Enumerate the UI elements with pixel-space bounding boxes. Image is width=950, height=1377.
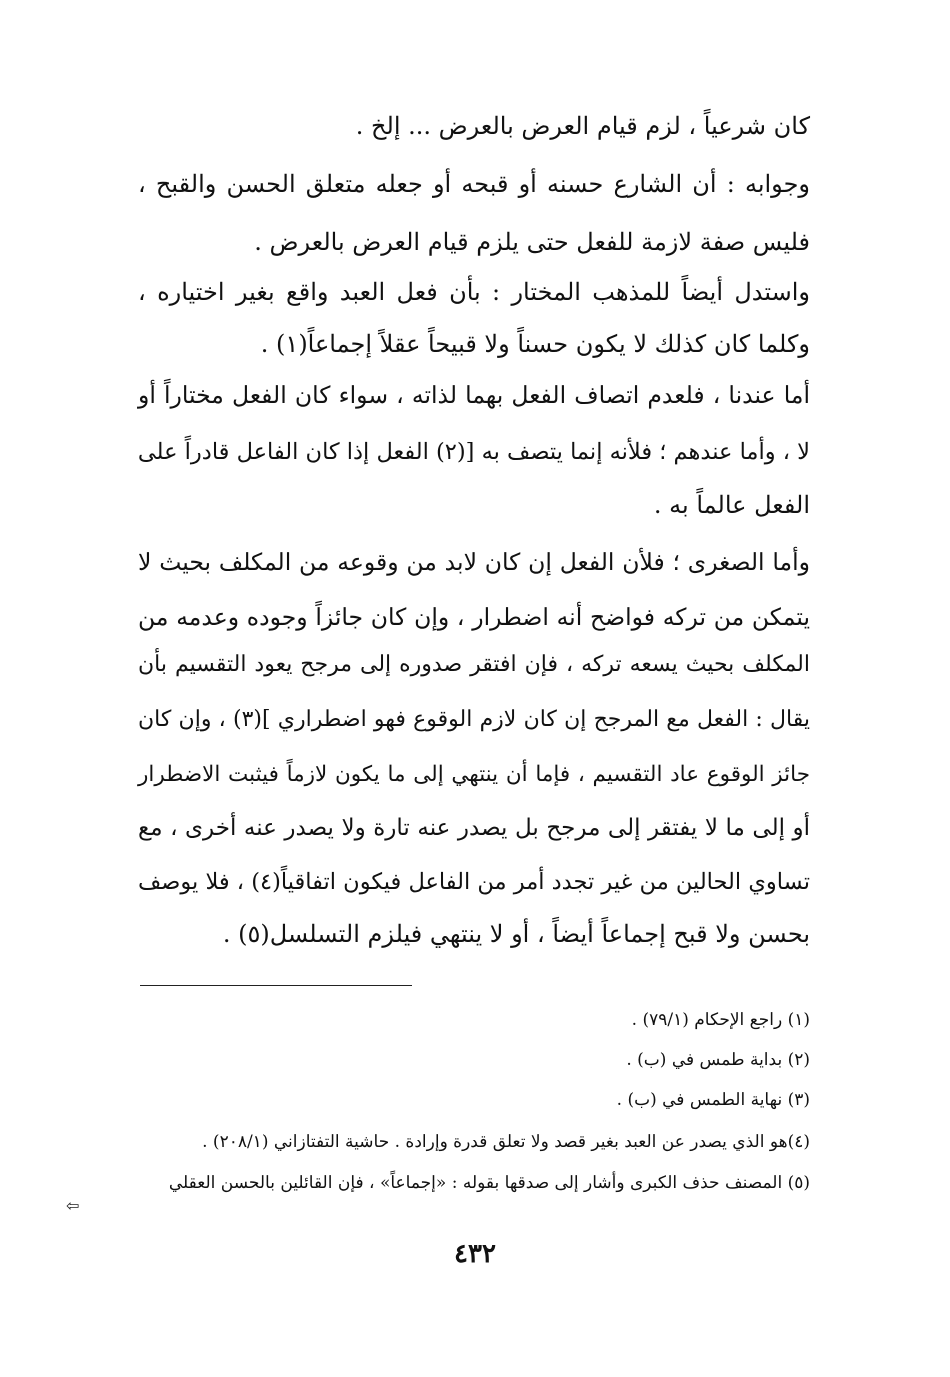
- text-line: الفعل عالماً به .: [653, 491, 810, 519]
- text-line: تساوي الحالين من غير تجدد أمر من الفاعل فيكون اتفاقياً(٤) ، فلا يوصف: [138, 869, 810, 895]
- footnote: (٢) بداية طمس في (ب) .: [626, 1050, 810, 1070]
- text-line: يقال : الفعل مع المرجح إن كان لازم الوقوع فهو اضطراري ](٣) ، وإن كان: [138, 707, 811, 732]
- text-line: يتمكن من تركه فواضح أنه اضطرار ، وإن كان جائزاً وجوده وعدمه من: [138, 603, 810, 631]
- footnote: (٥) المصنف حذف الكبرى وأشار إلى صدقها بقوله : «إجماعاً» ، فإن القائلين بالحسن العقلي: [168, 1173, 810, 1193]
- text-line: واستدل أيضاً للمذهب المختار : بأن فعل العبد واقع بغير اختياره ،: [138, 278, 810, 306]
- text-line: فليس صفة لازمة للفعل حتى يلزم قيام العرض بالعرض .: [254, 228, 810, 256]
- text-line: كان شرعياً ، لزم قيام العرض بالعرض ... إلخ .: [355, 112, 810, 140]
- text-line: أو إلى ما لا يفتقر إلى مرجح بل يصدر عنه تارة ولا يصدر عنه أخرى ، مع: [138, 815, 810, 841]
- text-line: وجوابه : أن الشارع حسنه أو قبحه أو جعله متعلق الحسن والقبح ،: [138, 170, 810, 198]
- text-line: المكلف بحيث يسعه تركه ، فإن افتقر صدوره إلى مرجح يعود التقسيم بأن: [138, 652, 810, 677]
- text-line: بحسن ولا قبح إجماعاً أيضاً ، أو لا ينتهي فيلزم التسلسل(٥) .: [222, 920, 810, 948]
- text-line: جائز الوقوع عاد التقسيم ، فإما أن ينتهي إلى ما يكون لازماً فيثبت الاضطرار: [138, 762, 810, 787]
- text-line: أما عندنا ، فلعدم اتصاف الفعل بهما لذاته ، سواء كان الفعل مختاراً أو: [138, 381, 810, 409]
- text-line: وكلما كان كذلك لا يكون حسناً ولا قبيحاً عقلاً إجماعاً(١) .: [260, 330, 810, 358]
- page-number: ٤٣٢: [454, 1239, 496, 1269]
- footnote: (٤)هو الذي يصدر عن العبد بغير قصد ولا تعلق قدرة وإرادة . حاشية التفتازاني (٢٠٨/١) .: [202, 1132, 810, 1152]
- footnote: (٣) نهاية الطمس في (ب) .: [616, 1090, 810, 1110]
- text-line: وأما الصغرى ؛ فلأن الفعل إن كان لابد من وقوعه من المكلف بحيث لا: [138, 548, 810, 576]
- continuation-arrow-icon: ⇦: [66, 1196, 80, 1215]
- text-line: لا ، وأما عندهم ؛ فلأنه إنما يتصف به [(٢) الفعل إذا كان الفاعل قادراً على: [137, 439, 810, 465]
- footnote: (١) راجع الإحكام (٧٩/١) .: [631, 1010, 810, 1030]
- footnote-separator: [140, 985, 412, 986]
